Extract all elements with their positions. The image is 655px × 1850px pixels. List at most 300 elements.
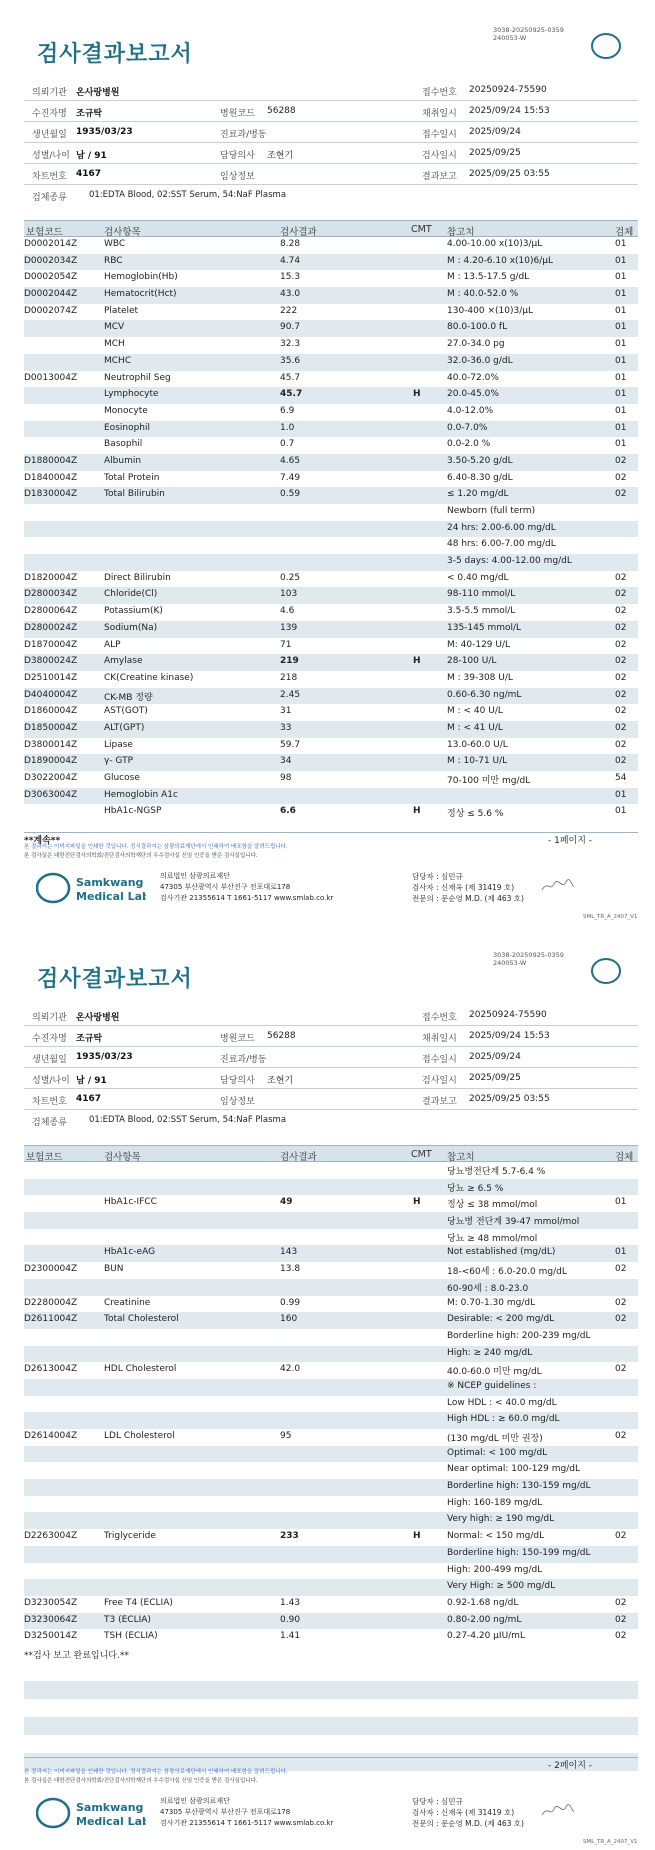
lab-org: 의료법인 삼광의료재단 [160, 872, 230, 880]
reference-range: Borderline high: 150-199 mg/dL [447, 1547, 591, 1558]
test-result: 218 [280, 672, 298, 683]
reference-range: 80.0-100.0 fL [447, 322, 508, 333]
test-result: 35.6 [280, 355, 301, 366]
table-row [24, 1496, 638, 1513]
test-item: Total Protein [104, 472, 160, 483]
reference-range: 48 hrs: 6.00-7.00 mg/dL [447, 539, 556, 550]
hospcode-label: 병원코드 [220, 109, 255, 119]
specimen-label: 검체종류 [32, 193, 67, 203]
sexage-value: 남 / 91 [76, 151, 107, 161]
institution-value: 온사랑병원 [76, 88, 120, 98]
chart-value: 4167 [76, 1094, 102, 1104]
table-row [24, 1262, 638, 1279]
test-result: 0.99 [280, 1297, 301, 1308]
col-item: 검사항목 [104, 1152, 141, 1163]
reference-range: M : 4.20-6.10 x(10)6/µL [447, 255, 554, 266]
test-item: HbA1c-NGSP [104, 806, 162, 817]
receiptdate-label: 접수일시 [422, 1055, 457, 1065]
specimen-code: 02 [615, 689, 627, 700]
table-header [24, 220, 638, 237]
insurance-code: D1850004Z [24, 722, 78, 733]
reference-range: (130 mg/dL 미만 권장) [447, 1434, 543, 1444]
signatory-specialist: 전문의 : 문순영 M.D. (제 463 호) [412, 894, 524, 903]
specimen-code: 02 [615, 656, 627, 667]
insurance-code: D2263004Z [24, 1531, 78, 1542]
blank-row [24, 1681, 638, 1699]
test-item: Lipase [104, 739, 133, 750]
insurance-code: D2800064Z [24, 606, 78, 617]
divider [24, 1757, 638, 1758]
specimen-code: 02 [615, 455, 627, 466]
insurance-code: D3800014Z [24, 739, 78, 750]
samkwang-logo [36, 868, 146, 908]
test-result: 233 [280, 1531, 299, 1542]
reference-range: 4.0-12.0% [447, 405, 494, 416]
sml-logo-icon [590, 957, 622, 985]
table-row [24, 587, 638, 604]
reference-range: Not established (mg/dL) [447, 1247, 556, 1258]
table-row [24, 804, 638, 821]
specimen-code: 01 [615, 255, 627, 266]
accreditation-note: 본 검사실은 대한진단검사의학회/진단검사의학재단의 우수검사실 신임 인증을 받은 검사실입니다. [24, 1778, 258, 1784]
insurance-code: D1840004Z [24, 472, 78, 483]
reference-range: 24 hrs: 2.00-6.00 mg/dL [447, 522, 556, 533]
table-row [24, 1179, 638, 1196]
signatory-manager: 담당자 : 심민규 [412, 872, 463, 881]
insurance-code: D3250014Z [24, 1631, 78, 1642]
receiptdate-value: 2025/09/24 [469, 1052, 521, 1062]
test-result: 4.6 [280, 606, 295, 617]
reference-range: 정상 ≤ 38 mmol/mol [447, 1200, 538, 1211]
reference-range: Normal: < 150 mg/dL [447, 1531, 545, 1542]
reference-range: Optimal: < 100 mg/dL [447, 1447, 548, 1458]
test-item: MCH [104, 339, 125, 350]
print-note: 본 결과지는 이미지파일을 인쇄한 것입니다. 정식결과지는 삼광의료재단에서 인쇄하여 배포함을 알려드립니다. [24, 844, 288, 850]
cmt-flag: H [413, 806, 421, 817]
table-row [24, 1212, 638, 1229]
reference-range: 18-<60세 : 6.0-20.0 mg/dL [447, 1267, 567, 1278]
test-item: MCV [104, 322, 125, 333]
specimen-label: 검체종류 [32, 1118, 67, 1128]
patient-value: 조규탁 [76, 1034, 103, 1044]
test-result: 143 [280, 1247, 298, 1258]
table-row [24, 1162, 638, 1179]
test-item: Direct Bilirubin [104, 572, 171, 583]
reference-range: Newborn (full term) [447, 506, 536, 516]
clinical-label: 임상정보 [220, 172, 255, 182]
table-row [24, 1546, 638, 1563]
reference-range: 3.50-5.20 g/dL [447, 455, 513, 466]
institution-value: 온사랑병원 [76, 1013, 120, 1023]
signatories [412, 1796, 524, 1829]
table-row [24, 1479, 638, 1496]
specimen-code: 01 [615, 806, 627, 817]
insurance-code: D2280004Z [24, 1297, 78, 1308]
specimen-code: 02 [615, 639, 627, 650]
insurance-code: D3022004Z [24, 773, 78, 783]
collect-value: 2025/09/24 15:53 [469, 106, 550, 116]
insurance-code: D1830004Z [24, 489, 78, 500]
test-result: 98 [280, 773, 292, 783]
table-row [24, 404, 638, 421]
test-result: 0.7 [280, 439, 295, 450]
test-result: 15.3 [280, 272, 301, 283]
table-row [24, 371, 638, 388]
specimen-code: 01 [615, 239, 627, 249]
collect-value: 2025/09/24 15:53 [469, 1031, 550, 1041]
sml-logo-icon [590, 32, 622, 60]
resultdate-label: 결과보고 [422, 172, 457, 182]
table-row [24, 654, 638, 671]
hospcode-value: 56288 [267, 106, 296, 116]
table-row [24, 1563, 638, 1580]
table-row [24, 1362, 638, 1379]
reference-range: 98-110 mmol/L [447, 589, 516, 600]
test-item: ALP [104, 639, 121, 650]
specimen-code: 01 [615, 439, 627, 450]
dob-value: 1935/03/23 [76, 127, 133, 137]
test-item: Potassium(K) [104, 606, 163, 617]
test-result: 43.0 [280, 289, 301, 300]
reference-range: M : < 40 U/L [447, 706, 503, 717]
test-result: 90.7 [280, 322, 301, 333]
test-item: WBC [104, 239, 126, 249]
document-id [493, 26, 564, 42]
results-rows [24, 237, 638, 821]
dept-label: 진료과/병동 [220, 130, 267, 140]
specimen-code: 01 [615, 355, 627, 366]
table-row [24, 1229, 638, 1246]
test-result: 1.41 [280, 1631, 301, 1642]
specimen-code: 02 [615, 606, 627, 617]
cmt-flag: H [413, 1197, 421, 1208]
reference-range: 3-5 days: 4.00-12.00 mg/dL [447, 556, 572, 567]
lab-org: 의료법인 삼광의료재단 [160, 1797, 230, 1805]
receipt-value: 20250924-75590 [469, 1010, 547, 1020]
test-item: HbA1c-IFCC [104, 1197, 157, 1208]
patient-info [24, 1005, 638, 1131]
test-result: 6.6 [280, 806, 296, 817]
test-result: 32.3 [280, 339, 301, 350]
specimen-code: 02 [615, 739, 627, 750]
specimen-code: 02 [615, 589, 627, 600]
reference-range: ※ NCEP guidelines : [447, 1380, 537, 1391]
report-title: 검사결과보고서 [37, 42, 193, 67]
accreditation-note: 본 검사실은 대한진단검사의학회/진단검사의학재단의 우수검사실 신임 인증을 받은 검사실입니다. [24, 853, 258, 859]
reference-range: High HDL : ≥ 60.0 mg/dL [447, 1414, 560, 1425]
table-row [24, 1429, 638, 1446]
col-cmt: CMT [411, 1149, 432, 1160]
reference-range: 당뇨 ≥ 6.5 % [447, 1183, 504, 1194]
test-result: 1.43 [280, 1597, 301, 1608]
test-item: Triglyceride [104, 1531, 156, 1542]
reference-range: High: ≥ 240 mg/dL [447, 1347, 533, 1358]
test-item: CK(Creatine kinase) [104, 672, 194, 683]
test-item: Neutrophil Seg [104, 372, 171, 383]
reference-range: 0.0-2.0 % [447, 439, 491, 450]
lab-contact: 검사기관 21355614 T 1661-5117 www.smlab.co.kr [160, 894, 334, 902]
form-version: SML_TR_A_2407_V1 [583, 1839, 638, 1845]
receiptdate-value: 2025/09/24 [469, 127, 521, 137]
testdate-value: 2025/09/25 [469, 1073, 521, 1083]
reference-range: Desirable: < 200 mg/dL [447, 1314, 555, 1325]
col-ref: 참고치 [447, 1152, 475, 1163]
specimen-code: 02 [615, 1614, 627, 1625]
dob-value: 1935/03/23 [76, 1052, 133, 1062]
specimen-code: 02 [615, 1597, 627, 1608]
reference-range: 130-400 ×(10)3/µL [447, 305, 533, 316]
resultdate-label: 결과보고 [422, 1097, 457, 1107]
col-spec: 검체 [615, 1152, 634, 1163]
insurance-code: D3063004Z [24, 789, 78, 800]
insurance-code: D2800034Z [24, 589, 78, 600]
table-row [24, 1412, 638, 1429]
test-result: 31 [280, 706, 292, 717]
table-row [24, 437, 638, 454]
table-row [24, 1279, 638, 1296]
insurance-code: D1890004Z [24, 756, 78, 767]
test-item: BUN [104, 1264, 124, 1275]
cmt-flag: H [413, 656, 421, 667]
table-row [24, 1379, 638, 1396]
test-item: HDL Cholesterol [104, 1364, 177, 1375]
test-result: 6.9 [280, 405, 295, 416]
sexage-label: 성별/나이 [32, 1076, 70, 1086]
test-item: Lymphocyte [104, 389, 159, 400]
specimen-code: 01 [615, 389, 627, 400]
table-row [24, 1312, 638, 1329]
document-id-line: 3038-20250925-0359 [493, 26, 564, 34]
reference-range: M : < 41 U/L [447, 722, 503, 733]
lab-address [160, 1796, 333, 1829]
test-item: Chloride(Cl) [104, 589, 158, 600]
insurance-code: D0002054Z [24, 272, 78, 283]
test-result: 219 [280, 656, 299, 667]
reference-range: Borderline high: 200-239 mg/dL [447, 1330, 591, 1341]
table-row [24, 754, 638, 771]
insurance-code: D1820004Z [24, 572, 78, 583]
table-row [24, 537, 638, 554]
specimen-code: 01 [615, 339, 627, 350]
brand-line-1: Samkwang [76, 876, 144, 889]
test-item: Total Bilirubin [104, 489, 165, 500]
specimen-code: 01 [615, 305, 627, 316]
test-item: Hematocrit(Hct) [104, 289, 177, 300]
test-result: 4.65 [280, 455, 301, 466]
table-row [24, 1346, 638, 1363]
divider [24, 832, 638, 833]
cmt-flag: H [413, 1531, 421, 1542]
specimen-code: 02 [615, 1431, 627, 1441]
blank-row [24, 1735, 638, 1753]
table-row [24, 738, 638, 755]
reference-range: 40.0-72.0% [447, 372, 499, 383]
insurance-code: D0002074Z [24, 305, 78, 316]
reference-range: High: 200-499 mg/dL [447, 1564, 543, 1575]
testdate-label: 검사일시 [422, 151, 457, 161]
test-result: 49 [280, 1197, 293, 1208]
table-row [24, 1596, 638, 1613]
patient-label: 수진자명 [32, 109, 67, 119]
specimen-code: 02 [615, 1631, 627, 1642]
testdate-label: 검사일시 [422, 1076, 457, 1086]
table-row [24, 354, 638, 371]
test-result: 7.49 [280, 472, 301, 483]
dob-label: 생년월일 [32, 1055, 67, 1065]
lab-contact: 검사기관 21355614 T 1661-5117 www.smlab.co.kr [160, 1819, 334, 1827]
specimen-code: 54 [615, 773, 627, 783]
test-result: 0.59 [280, 489, 301, 500]
receiptdate-label: 접수일시 [422, 130, 457, 140]
col-item: 검사항목 [104, 227, 141, 238]
table-row [24, 504, 638, 521]
collect-label: 채취일시 [422, 109, 457, 119]
completion-row [24, 1646, 638, 1663]
reference-range: M: 0.70-1.30 mg/dL [447, 1297, 536, 1308]
specimen-code: 02 [615, 706, 627, 717]
test-item: Eosinophil [104, 422, 151, 433]
specimen-code: 02 [615, 489, 627, 500]
table-row [24, 1512, 638, 1529]
table-row [24, 1296, 638, 1313]
reference-range: 27.0-34.0 pg [447, 339, 505, 350]
document-id [493, 951, 564, 967]
test-item: Platelet [104, 305, 139, 316]
test-item: MCHC [104, 355, 132, 366]
reference-range: M : 10-71 U/L [447, 756, 508, 767]
signatory-tester: 검사자 : 신재옥 (제 31419 호) [412, 1808, 515, 1817]
test-item: LDL Cholesterol [104, 1431, 175, 1441]
signature-image [540, 1803, 576, 1819]
test-item: ALT(GPT) [104, 722, 145, 733]
reference-range: 정상 ≤ 5.6 % [447, 809, 504, 820]
table-row [24, 1245, 638, 1262]
table-row [24, 254, 638, 271]
test-result: 59.7 [280, 739, 301, 750]
test-result: 45.7 [280, 389, 303, 400]
resultdate-value: 2025/09/25 03:55 [469, 1094, 550, 1104]
sexage-value: 남 / 91 [76, 1076, 107, 1086]
table-row [24, 287, 638, 304]
specimen-code: 01 [615, 405, 627, 416]
test-item: Amylase [104, 656, 143, 667]
reference-range: 28-100 U/L [447, 656, 497, 667]
doctor-value: 조현기 [267, 1076, 294, 1086]
specimen-value: 01:EDTA Blood, 02:SST Serum, 54:NaF Plasma [89, 190, 287, 200]
doctor-label: 담당의사 [220, 151, 255, 161]
insurance-code: D1860004Z [24, 706, 78, 717]
insurance-code: D3800024Z [24, 656, 78, 667]
reference-range: < 0.40 mg/dL [447, 572, 509, 583]
patient-info [24, 80, 638, 206]
reference-range: 당뇨 ≥ 48 mmol/mol [447, 1233, 538, 1244]
dob-label: 생년월일 [32, 130, 67, 140]
specimen-code: 01 [615, 372, 627, 383]
table-row [24, 454, 638, 471]
specimen-code: 02 [615, 572, 627, 583]
insurance-code: D2614004Z [24, 1431, 78, 1441]
reference-range: 0.0-7.0% [447, 422, 488, 433]
insurance-code: D2300004Z [24, 1264, 78, 1275]
hospcode-value: 56288 [267, 1031, 296, 1041]
reference-range: Low HDL : < 40.0 mg/dL [447, 1397, 557, 1408]
test-result: 33 [280, 722, 292, 733]
table-row [24, 337, 638, 354]
reference-range: 4.00-10.00 x(10)3/µL [447, 239, 543, 249]
table-row [24, 671, 638, 688]
results-rows [24, 1162, 638, 1646]
lab-addr: 47305 부산광역시 부산진구 전포대로178 [160, 883, 291, 891]
insurance-code: D3230054Z [24, 1597, 78, 1608]
col-cmt: CMT [411, 224, 432, 235]
col-code: 보험코드 [26, 227, 63, 238]
reference-range: Very high: ≥ 190 mg/dL [447, 1514, 555, 1525]
reference-range: 3.5-5.5 mmol/L [447, 606, 516, 617]
test-item: AST(GOT) [104, 706, 148, 717]
blank-row [24, 1717, 638, 1735]
table-header [24, 1145, 638, 1162]
reference-range: M : 39-308 U/L [447, 672, 513, 683]
specimen-code: 02 [615, 1314, 627, 1325]
table-row [24, 1396, 638, 1413]
signatories [412, 871, 524, 904]
signature-image [540, 878, 576, 894]
test-item: γ- GTP [104, 756, 134, 767]
reference-range: Near optimal: 100-129 mg/dL [447, 1464, 580, 1475]
reference-range: Very High: ≥ 500 mg/dL [447, 1581, 556, 1592]
institution-label: 의뢰기관 [32, 1013, 67, 1023]
test-result: 103 [280, 589, 298, 600]
insurance-code: D2613004Z [24, 1364, 78, 1375]
chart-label: 차트번호 [32, 172, 67, 182]
table-row [24, 721, 638, 738]
table-row [24, 237, 638, 254]
reference-range: 0.60-6.30 ng/mL [447, 689, 522, 700]
cmt-flag: H [413, 389, 421, 400]
report-title: 검사결과보고서 [37, 967, 193, 992]
table-row [24, 704, 638, 721]
table-row [24, 304, 638, 321]
reference-range: Borderline high: 130-159 mg/dL [447, 1481, 591, 1492]
insurance-code: D0013004Z [24, 372, 78, 383]
reference-range: M: 40-129 U/L [447, 639, 511, 650]
insurance-code: D1880004Z [24, 455, 78, 466]
reference-range: ≤ 1.20 mg/dL [447, 489, 509, 500]
specimen-code: 02 [615, 1264, 627, 1275]
document-id-line: 240053-W [493, 34, 527, 42]
test-result: 13.8 [280, 1264, 301, 1275]
test-result: 95 [280, 1431, 292, 1441]
patient-value: 조규탁 [76, 109, 103, 119]
report-page-2 [0, 925, 655, 1850]
insurance-code: D0002034Z [24, 255, 78, 266]
col-spec: 검체 [615, 227, 634, 238]
test-item: Sodium(Na) [104, 622, 158, 633]
blank-row [24, 1663, 638, 1681]
col-ref: 참고치 [447, 227, 475, 238]
test-result: 2.45 [280, 689, 301, 700]
specimen-code: 02 [615, 722, 627, 733]
doctor-value: 조현기 [267, 151, 294, 161]
table-row [24, 788, 638, 805]
test-item: CK-MB 정량 [104, 692, 153, 703]
test-item: Total Cholesterol [104, 1314, 179, 1325]
table-row [24, 554, 638, 571]
table-row [24, 688, 638, 705]
table-row [24, 1462, 638, 1479]
table-row [24, 604, 638, 621]
specimen-code: 02 [615, 622, 627, 633]
